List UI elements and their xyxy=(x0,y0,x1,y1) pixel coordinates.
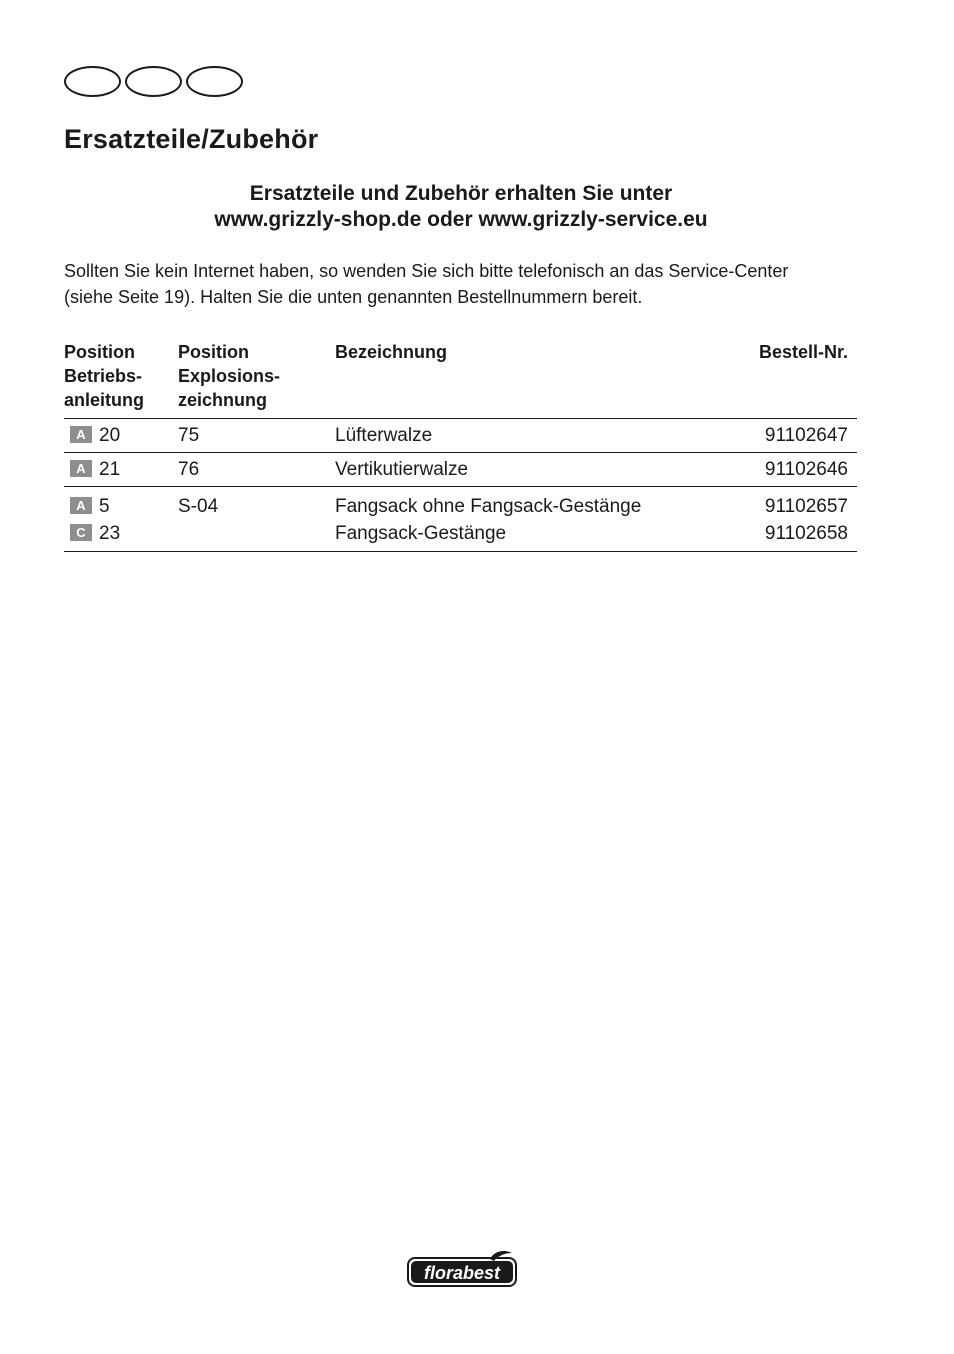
language-oval xyxy=(186,66,243,97)
table-row: A 20 75 Lüfterwalze 91102647 xyxy=(64,419,857,452)
language-ovals xyxy=(64,66,243,97)
table-row: A 21 76 Vertikutierwalze 91102646 xyxy=(64,453,857,486)
figure-badge: A xyxy=(70,426,92,443)
figure-badge: A xyxy=(70,497,92,514)
language-oval xyxy=(125,66,182,97)
page-title: Ersatzteile/Zubehör xyxy=(64,124,319,154)
shop-notice xyxy=(64,181,858,233)
svg-text:florabest: florabest xyxy=(423,1263,501,1283)
header-position-explosion: Position Explosions- zeichnung xyxy=(178,342,281,410)
shop-notice-urls: www.grizzly-shop.de oder www.grizzly-service.eu xyxy=(214,208,708,231)
parts-table xyxy=(64,340,857,552)
table-header xyxy=(64,340,857,418)
figure-badge: A xyxy=(70,460,92,477)
language-oval xyxy=(64,66,121,97)
header-position-manual: Position Betriebs- anleitung xyxy=(64,342,144,410)
florabest-logo xyxy=(406,1250,518,1288)
table-row: A 5 C 23 S-04 Fangsack ohne Fangsack-Gestänge Fangsack-Gestänge 91102657 91102658 xyxy=(64,487,857,551)
intro-paragraph: Sollten Sie kein Internet haben, so wenden Sie sich bitte telefonisch an das Service-Center (siehe Seite 19). Halten Sie die unten genannten Bestellnummern bereit. xyxy=(64,261,789,307)
figure-badge: C xyxy=(70,524,92,541)
header-order-number: Bestell-Nr. xyxy=(758,342,848,362)
header-designation: Bezeichnung xyxy=(335,342,448,362)
shop-notice-line: Ersatzteile und Zubehör erhalten Sie unter xyxy=(249,182,673,205)
